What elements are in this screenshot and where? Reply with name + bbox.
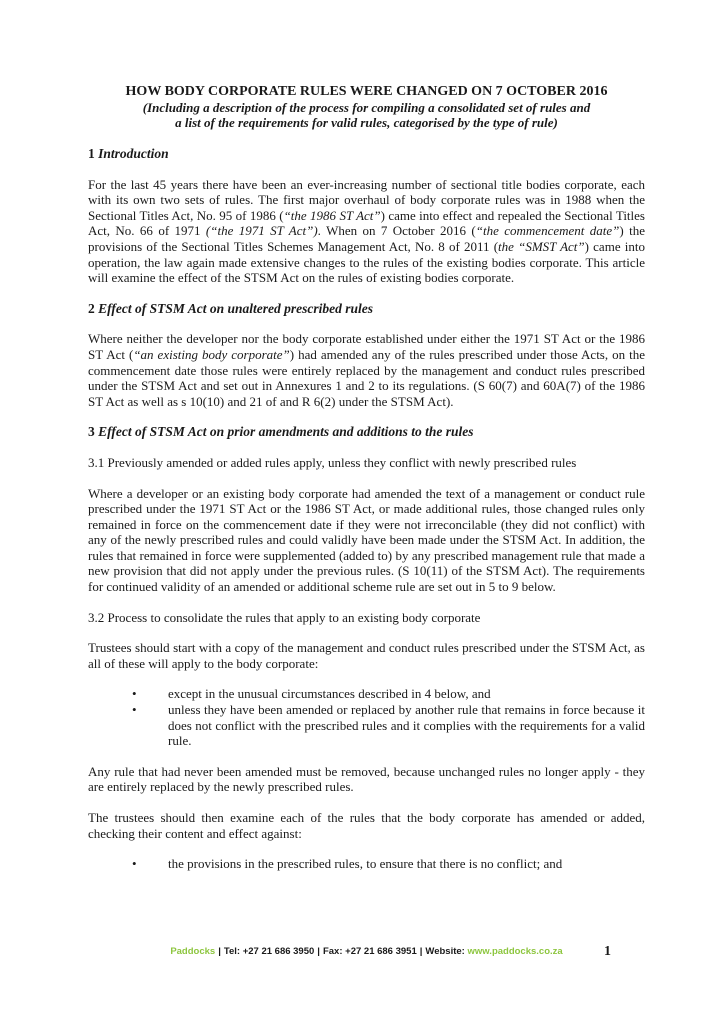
footer	[88, 946, 645, 957]
document-subtitle-line1: (Including a description of the process for compiling a consolidated set of rules and	[142, 100, 591, 115]
list-item	[88, 702, 645, 749]
footer-fax-label: Fax:	[322, 946, 343, 957]
list-item	[88, 856, 645, 872]
bullet-list-checks	[88, 856, 645, 872]
title-block	[88, 84, 645, 130]
section-3-heading: 3 Effect of STSM Act on prior amendments and additions to the rules	[88, 424, 474, 440]
subsection-3-2-heading: 3.2 Process to consolidate the rules that apply to an existing body corporate	[88, 609, 481, 625]
bullet-icon: •	[132, 702, 137, 718]
page-number: 1	[604, 944, 611, 959]
list-item	[88, 686, 645, 702]
paragraph-introduction: For the last 45 years there have been an ever-increasing number of sectional title bodies corporate, each with its own two sets of rules. The first major overhaul of body corporate rules was in 1988 when the Sectional Titles Act, No. 95 of 1986 (“the 1986 ST Act”) came into effect and repealed the Sectional Titles Act, No. 66 of 1971 (“the 1971 ST Act”). When on 7 October 2016 (“the commencement date”) the provisions of the Sectional Titles Schemes Management Act, No. 8 of 2011 (the “SMST Act”) came into operation, the law again made extensive changes to the rules of the existing bodies corporate. This article will examine the effect of the STSM Act on the rules of existing bodies corporate.	[88, 176, 645, 286]
paragraph-unaltered-rules: Where neither the developer nor the body corporate established under either the 1971 ST Act or the 1986 ST Act (“an existing body corporate”) had amended any of the rules prescribed under those Acts, on the commencement date those rules were entirely replaced by the management and conduct rules prescribed under the STSM Act and set out in Annexures 1 and 2 to its regulations. (S 60(7) and 60A(7) of the 1986 ST Act as well as s 10(10) and 21 of and R 6(2) under the STSM Act).	[88, 331, 645, 409]
footer-tel-label: Tel:	[223, 946, 241, 957]
footer-separator: |	[218, 946, 221, 957]
footer-website-link[interactable]: www.paddocks.co.za	[467, 946, 563, 957]
footer-separator: |	[317, 946, 320, 957]
footer-brand: Paddocks	[170, 946, 216, 957]
paragraph-examine-rules: The trustees should then examine each of the rules that the body corporate has amended or added, checking their content and effect against:	[88, 810, 645, 841]
paragraph-trustees-start: Trustees should start with a copy of the management and conduct rules prescribed under the STSM Act, as all of these will apply to the body corporate:	[88, 640, 645, 671]
paragraph-remove-unamended: Any rule that had never been amended must be removed, because unchanged rules no longer apply - they are entirely replaced by the newly prescribed rules.	[88, 763, 645, 795]
document-title: HOW BODY CORPORATE RULES WERE CHANGED ON 7 OCTOBER 2016	[125, 84, 608, 99]
paragraph-amended-rules: Where a developer or an existing body corporate had amended the text of a management or conduct rule prescribed under the 1971 ST Act or the 1986 ST Act, or made additional rules, those changed rules only remained in force on the commencement date if they were not irreconcilable (they did not conflict) with any of the newly prescribed rules and could validly have been made under the STSM Act. In addition, the rules that remained in force were supplemented (added to) by any prescribed management rule that made a new provision that did not apply under the previous rules. (S 10(11) of the STSM Act). The requirements for continued validity of an amended or additional scheme rule are set out in 5 to 9 below.	[88, 485, 645, 595]
document-body	[88, 84, 645, 887]
list-item-text: unless they have been amended or replaced by another rule that remains in force because it does not conflict with the prescribed rules and it complies with the requirements for a valid rule.	[168, 702, 645, 749]
subsection-3-1-heading: 3.1 Previously amended or added rules apply, unless they conflict with newly prescribed rules	[88, 454, 577, 470]
bullet-list-exceptions	[88, 686, 645, 748]
list-item-text: the provisions in the prescribed rules, to ensure that there is no conflict; and	[168, 856, 563, 872]
footer-tel-value: +27 21 686 3950	[242, 946, 315, 957]
bullet-icon: •	[132, 856, 137, 872]
section-2-heading: 2 Effect of STSM Act on unaltered prescribed rules	[88, 300, 374, 316]
list-item-text: except in the unusual circumstances described in 4 below, and	[168, 686, 491, 702]
footer-separator: |	[419, 946, 423, 957]
bullet-icon: •	[132, 686, 137, 702]
footer-website-label: Website:	[425, 946, 465, 957]
footer-fax-value: +27 21 686 3951	[345, 946, 417, 957]
section-1-heading: 1 Introduction	[88, 146, 169, 161]
document-subtitle-line2: a list of the requirements for valid rules, categorised by the type of rule)	[175, 115, 558, 130]
